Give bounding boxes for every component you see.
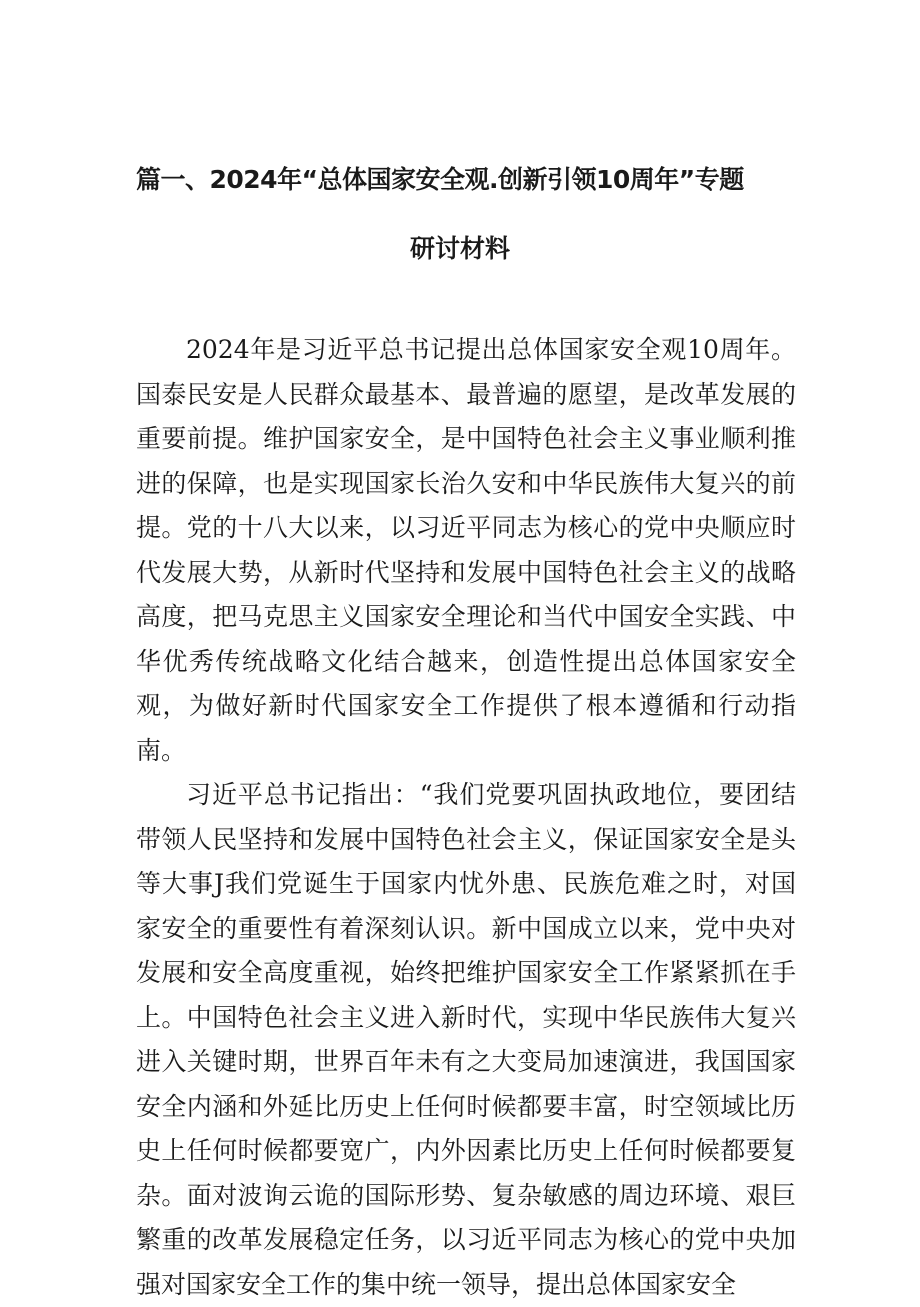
body-paragraph-2: 习近平总书记指出：“我们党要巩固执政地位，要团结带领人民坚持和发展中国特色社会主义，保证国家安全是头等大事J我们党诞生于国家内忧外患、民族危难之时，对国家安全的重要性有着深刻认识。新中国成立以来，党中央对发展和安全高度重视，始终把维护国家安全工作紧紧抓在手上。中国特色社会主义进入新时代，实现中华民族伟大复兴进入关键时期，世界百年未有之大变局加速演进，我国国家安全内涵和外延比历史上任何时候都要丰富，时空领域比历史上任何时候都要宽广，内外因素比历史上任何时候都要复杂。面对波询云诡的国际形势、复杂敏感的周边环境、艰巨繁重的改革发展稳定任务，以习近平同志为核心的党中央加强对国家安全工作的集中统一领导，提出总体国家安全 <box>136 780 796 1299</box>
document-title-line-2: 研讨材料 <box>409 234 510 263</box>
document-body <box>136 328 796 1307</box>
document-title-line-1: 篇一、2024年“总体国家安全观.创新引领10周年”专题 <box>136 165 744 194</box>
body-paragraph-1: 2024年是习近平总书记提出总体国家安全观10周年。国泰民安是人民群众最基本、最普遍的愿望，是改革发展的重要前提。维护国家安全，是中国特色社会主义事业顺利推进的保障，也是实现国家长治久安和中华民族伟大复兴的前提。党的十八大以来，以习近平同志为核心的党中央顺应时代发展大势，从新时代坚持和发展中国特色社会主义的战略高度，把马克思主义国家安全理论和当代中国安全实践、中华优秀传统战略文化结合越来，创造性提出总体国家安全观，为做好新时代国家安全工作提供了根本遵循和行动指南。 <box>136 335 796 765</box>
